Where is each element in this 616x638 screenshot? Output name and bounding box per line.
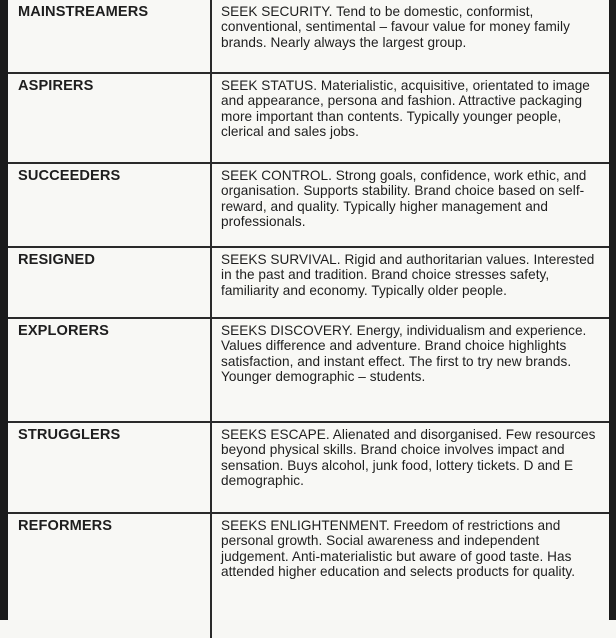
segment-description-cell: SEEKS ESCAPE. Alienated and disorganised. Few resources beyond physical skills. Brand choice involves impact and sensation. Buys alcohol, junk food, lottery tickets. D and E demographic. [211, 422, 609, 513]
segment-description-cell: SEEKS SURVIVAL. Rigid and authoritarian values. Interested in the past and tradition. Brand choice stresses safety, familiarity and economy. Typically older people. [211, 247, 609, 318]
segment-name-cell: REFORMERS [8, 513, 211, 638]
table-row [8, 318, 609, 422]
segment-name-cell: SUCCEEDERS [8, 163, 211, 247]
consumer-segments-table [8, 0, 609, 638]
segment-description-cell: SEEK CONTROL. Strong goals, confidence, work ethic, and organisation. Supports stability. Brand choice based on self-reward, and quality. Typically higher management and professionals. [211, 163, 609, 247]
table-row [8, 247, 609, 318]
segment-description-cell: SEEK STATUS. Materialistic, acquisitive, orientated to image and appearance, persona and fashion. Attractive packaging more important than contents. Typically younger people, clerical and sales jobs. [211, 73, 609, 163]
segment-name-cell: STRUGGLERS [8, 422, 211, 513]
segment-description-cell: SEEKS DISCOVERY. Energy, individualism and experience. Values difference and adventure. Brand choice highlights satisfaction, and instant effect. The first to try new brands. Younger demographic – students. [211, 318, 609, 422]
table-row [8, 73, 609, 163]
segment-description-cell: SEEKS ENLIGHTENMENT. Freedom of restrictions and personal growth. Social awareness and independent judgement. Anti-materialistic but aware of good taste. Has attended higher education and selects products for quality. [211, 513, 609, 638]
segment-name-cell: RESIGNED [8, 247, 211, 318]
segment-name-cell: ASPIRERS [8, 73, 211, 163]
segment-name-cell: EXPLORERS [8, 318, 211, 422]
table-row [8, 422, 609, 513]
table-row [8, 0, 609, 73]
segment-name-cell: MAINSTREAMERS [8, 0, 211, 73]
table-row [8, 163, 609, 247]
segment-description-cell: SEEK SECURITY. Tend to be domestic, conformist, conventional, sentimental – favour value for money family brands. Nearly always the largest group. [211, 0, 609, 73]
table-row [8, 513, 609, 638]
